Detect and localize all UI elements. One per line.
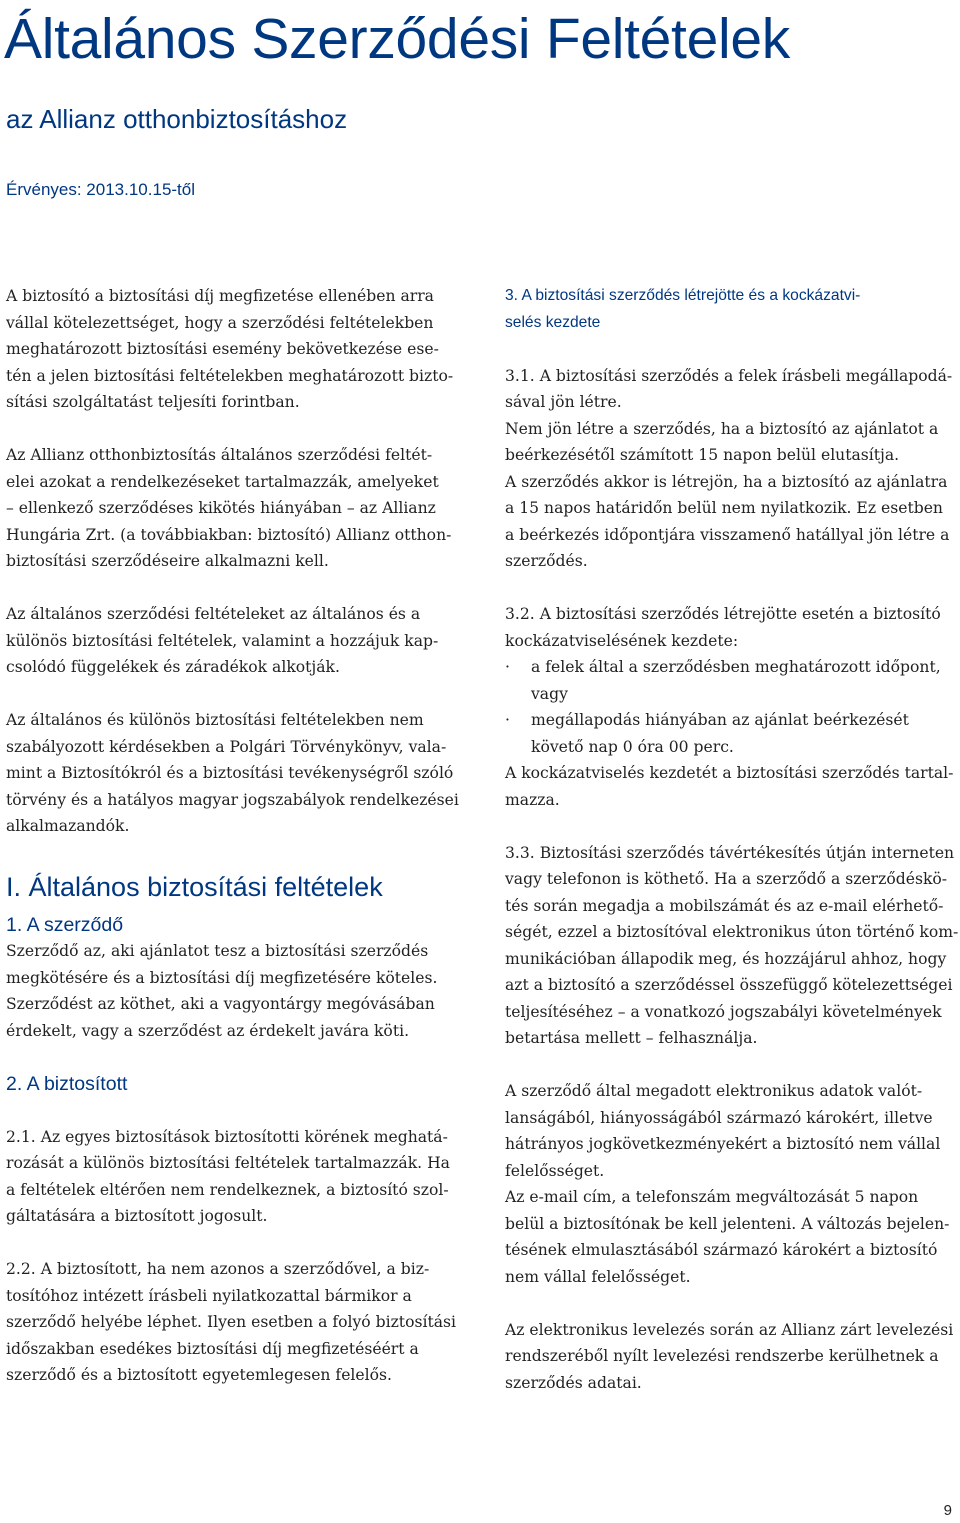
text-line: gáltatására a biztosított jogosult. (6, 1207, 268, 1225)
text-line: Szerződést az köthet, aki a vagyontárgy megóvásában (6, 995, 435, 1013)
text-line: 3.3. Biztosítási szerződés távértékesítés útján interneten (505, 843, 955, 862)
text-line: 3.1. A biztosítási szerződés a felek írásbeli megállapodá- (505, 366, 953, 385)
section-3-1 (505, 363, 955, 575)
intro-paragraph-3 (6, 601, 456, 681)
text-line: Szerződő az, aki ajánlatot tesz a biztosítási szerződés (6, 942, 429, 960)
text-line: mazza. (505, 790, 560, 809)
text-line: Az általános szerződési feltételeket az általános és a (6, 605, 421, 623)
text-line: különös biztosítási feltételek, valamint a hozzájuk kap- (6, 631, 439, 650)
list-item-continuation: vagy (531, 684, 568, 703)
list-item-text: megállapodás hiányában az ajánlat beérkezését (531, 711, 909, 729)
page-number: 9 (943, 1502, 952, 1519)
right-column (505, 283, 959, 1396)
text-line: teljesítéséhez – a vonatkozó jogszabályi követelmények (505, 1002, 942, 1021)
text-line: belül a biztosítónak be kell jelenteni. A változás bejelen- (505, 1214, 950, 1233)
intro-paragraph-2 (6, 442, 456, 575)
document-title: Általános Szerződési Feltételek (4, 7, 790, 71)
text-line: A szerződő által megadott elektronikus adatok valót- (505, 1082, 923, 1100)
text-line: alkalmazandók. (6, 817, 130, 835)
text-line: betartása mellett – felhasználja. (505, 1029, 758, 1047)
text-line: mint a Biztosítókról és a biztosítási tevékenységről szóló (6, 764, 454, 782)
section-1-heading: 1. A szerződő (6, 913, 124, 936)
validity-date: Érvényes: 2013.10.15-től (6, 180, 196, 199)
text-line: – ellenkező szerződéses kikötés hiányában – az Allianz (6, 499, 436, 517)
bullet-icon: · (505, 711, 510, 729)
text-line: szerződés. (505, 552, 588, 570)
text-line: felelősséget. (505, 1161, 605, 1180)
text-line: hátrányos jogkövetkezményekért a biztosító nem vállal (505, 1135, 941, 1153)
text-line: megkötésére és a biztosítási díj megfizetésére köteles. (6, 968, 438, 987)
text-line: meghatározott biztosítási esemény bekövetkezése ese- (6, 340, 439, 358)
text-line: biztosítási szerződéseire alkalmazni kell. (6, 552, 329, 570)
text-line: időszakban esedékes biztosítási díj megfizetéséért a (6, 1339, 419, 1358)
section-3-heading (505, 283, 955, 336)
bullet-icon: · (505, 658, 510, 676)
text-line: ségét, ezzel a biztosítóval elektronikus úton történő kom- (505, 923, 959, 941)
section-2-2 (6, 1256, 456, 1389)
heading-line: 3. A biztosítási szerződés létrejötte és a kockázatvi- (505, 287, 861, 304)
text-line: szabályozott kérdésekben a Polgári Törvénykönyv, vala- (6, 737, 447, 756)
list-item-text: a felek által a szerződésben meghatározott időpont, (531, 658, 941, 676)
text-line: azt a biztosító a szerződéssel összefüggő kötelezettségei (505, 976, 953, 994)
text-line: tés során megadja a mobilszámát és az e-mail elérhető- (505, 896, 944, 915)
document-subtitle: az Allianz otthonbiztosításhoz (6, 104, 348, 134)
text-line: munikációban állapodik meg, és hozzájárul ahhoz, hogy (505, 949, 947, 968)
list-item (505, 707, 955, 734)
text-line: Az általános és különös biztosítási feltételekben nem (6, 711, 424, 729)
text-line: csolódó függelékek és záradékok alkotják. (6, 658, 340, 676)
section-3-3-paragraph-2 (505, 1078, 955, 1290)
text-line: Hungária Zrt. (a továbbiakban: biztosító) Allianz otthon- (6, 525, 452, 544)
intro-paragraph-1 (6, 283, 456, 416)
text-line: a beérkezés időpontjára visszamenő hatállyal jön létre a (505, 525, 950, 544)
section-3-3-paragraph-3 (505, 1317, 955, 1397)
text-line: lanságából, hiányosságából származó károkért, illetve (505, 1108, 933, 1127)
text-line: A biztosító a biztosítási díj megfizetése ellenében arra (6, 287, 434, 305)
text-line: tén a jelen biztosítási feltételekben meghatározott bizto- (6, 366, 454, 385)
text-line: szerződő helyébe léphet. Ilyen esetben a folyó biztosítási (6, 1313, 457, 1331)
text-line: Az elektronikus levelezés során az Allianz zárt levelezési (505, 1320, 954, 1339)
section-2-1 (6, 1124, 456, 1230)
text-line: 2.1. Az egyes biztosítások biztosítotti körének meghatá- (6, 1127, 448, 1146)
text-line: Az e-mail cím, a telefonszám megváltozását 5 napon (505, 1188, 919, 1206)
text-line: vagy telefonon is köthető. Ha a szerződő a szerződéskö- (505, 870, 948, 888)
text-line: elei azokat a rendelkezéseket tartalmazzák, amelyeket (6, 472, 439, 491)
text-line: beérkezésétől számított 15 napon belül elutasítja. (505, 446, 900, 464)
text-line: 3.2. A biztosítási szerződés létrejötte esetén a biztosító (505, 605, 941, 623)
list-item-continuation: követő nap 0 óra 00 perc. (531, 737, 734, 756)
left-column (6, 283, 459, 1389)
text-line: Nem jön létre a szerződés, ha a biztosító az ajánlatot a (505, 419, 939, 438)
list-item (505, 654, 955, 681)
text-line: sával jön létre. (505, 393, 622, 411)
text-line: rozását a különös biztosítási feltételek tartalmazzák. Ha (6, 1154, 450, 1172)
text-line: sítási szolgáltatást teljesíti forintban. (6, 393, 300, 411)
text-line: szerződés adatai. (505, 1373, 642, 1392)
text-line: érdekelt, vagy a szerződést az érdekelt javára köti. (6, 1021, 410, 1040)
text-line: törvény és a hatályos magyar jogszabályok rendelkezései (6, 790, 459, 809)
text-line: a 15 napos határidőn belül nem nyilatkozik. Ez esetben (505, 499, 943, 517)
intro-paragraph-4 (6, 707, 459, 840)
text-line: a feltételek eltérően nem rendelkeznek, a biztosító szol- (6, 1180, 449, 1199)
text-line: tésének elmulasztásából származó károkért a biztosító (505, 1241, 938, 1259)
section-1-text (6, 938, 456, 1044)
text-line: szerződő és a biztosított egyetemlegesen felelős. (6, 1366, 392, 1384)
section-3-3 (505, 840, 959, 1052)
text-line: 2.2. A biztosított, ha nem azonos a szerződővel, a biz- (6, 1260, 430, 1278)
text-line: kockázatviselésének kezdete: (505, 631, 739, 650)
text-line: Az Allianz otthonbiztosítás általános szerződési feltét- (6, 446, 433, 464)
text-line: nem vállal felelősséget. (505, 1267, 691, 1286)
heading-line: selés kezdete (505, 313, 601, 331)
text-line: tosítóhoz intézett írásbeli nyilatkozattal bármikor a (6, 1286, 412, 1305)
section-3-2 (505, 601, 955, 813)
section-2-heading: 2. A biztosított (6, 1072, 128, 1095)
text-line: vállal kötelezettséget, hogy a szerződési feltételekben (6, 313, 434, 332)
chapter-heading: I. Általános biztosítási feltételek (6, 871, 383, 902)
text-line: A szerződés akkor is létrejön, ha a biztosító az ajánlatra (505, 472, 948, 491)
text-line: rendszeréből nyílt levelezési rendszerbe kerülhetnek a (505, 1347, 939, 1365)
text-line: A kockázatviselés kezdetét a biztosítási szerződés tartal- (505, 764, 954, 782)
